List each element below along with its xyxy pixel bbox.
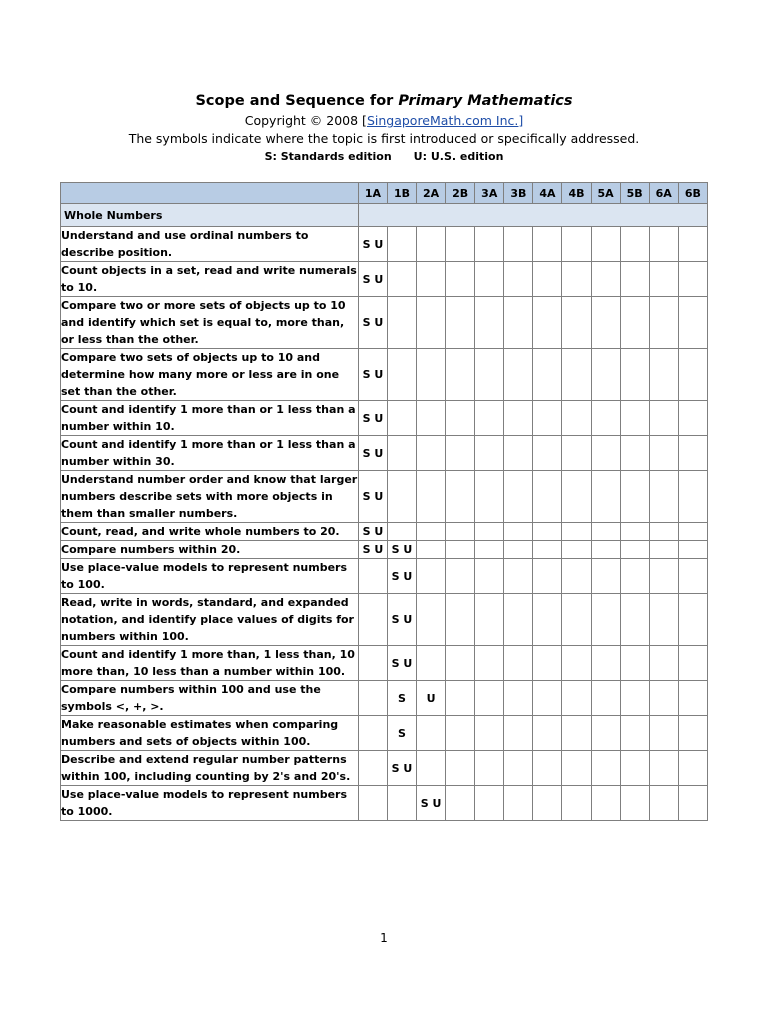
topic-cell: Count and identify 1 more than, 1 less than, 10 more than, 10 less than a number within 100. [61, 646, 359, 681]
edition-mark-cell [620, 646, 649, 681]
edition-mark-cell [358, 786, 387, 821]
edition-mark-cell [678, 751, 707, 786]
scope-sequence-table [60, 182, 708, 821]
edition-mark-cell [446, 681, 475, 716]
edition-mark-cell [446, 262, 475, 297]
singaporemath-link[interactable]: SingaporeMath.com Inc.] [366, 113, 524, 128]
edition-mark-cell [678, 681, 707, 716]
edition-mark-cell [446, 297, 475, 349]
table-row [61, 716, 708, 751]
edition-mark-cell [358, 681, 387, 716]
edition-mark-cell [475, 297, 504, 349]
title-prefix: Scope and Sequence for [195, 93, 399, 109]
edition-mark-cell [504, 541, 533, 559]
edition-mark-cell [387, 227, 416, 262]
edition-mark-cell [620, 541, 649, 559]
edition-mark-cell: S U [358, 297, 387, 349]
edition-mark-cell [358, 594, 387, 646]
edition-mark-cell [533, 716, 562, 751]
table-row [61, 349, 708, 401]
edition-mark-cell [387, 786, 416, 821]
edition-mark-cell [591, 297, 620, 349]
edition-mark-cell [533, 349, 562, 401]
topic-cell: Describe and extend regular number patterns within 100, including counting by 2's and 20's. [61, 751, 359, 786]
table-row [61, 751, 708, 786]
edition-mark-cell [678, 559, 707, 594]
edition-mark-cell: S U [358, 471, 387, 523]
edition-mark-cell [620, 436, 649, 471]
edition-mark-cell [591, 716, 620, 751]
edition-mark-cell [387, 436, 416, 471]
edition-mark-cell [446, 751, 475, 786]
edition-mark-cell [504, 594, 533, 646]
edition-mark-cell [620, 471, 649, 523]
copyright-text: Copyright © 2008 [ [244, 113, 367, 128]
edition-mark-cell [446, 716, 475, 751]
page-number: 1 [380, 931, 388, 945]
column-header: 3A [475, 183, 504, 204]
edition-mark-cell: S U [387, 559, 416, 594]
topic-cell: Count and identify 1 more than or 1 less than a number within 10. [61, 401, 359, 436]
edition-mark-cell: S U [358, 227, 387, 262]
edition-mark-cell [475, 751, 504, 786]
edition-mark-cell [649, 227, 678, 262]
edition-mark-cell [620, 559, 649, 594]
edition-mark-cell [678, 716, 707, 751]
edition-mark-cell [475, 401, 504, 436]
edition-mark-cell [504, 471, 533, 523]
edition-mark-cell [678, 541, 707, 559]
column-header: 2A [417, 183, 446, 204]
edition-mark-cell [533, 297, 562, 349]
edition-mark-cell [446, 559, 475, 594]
edition-mark-cell [475, 716, 504, 751]
edition-mark-cell: S U [358, 523, 387, 541]
table-row [61, 786, 708, 821]
topic-cell: Compare two or more sets of objects up to 10 and identify which set is equal to, more than, or less than the other. [61, 297, 359, 349]
edition-mark-cell [591, 401, 620, 436]
topic-column-header [61, 183, 359, 204]
edition-mark-cell [591, 786, 620, 821]
topic-cell: Count and identify 1 more than or 1 less than a number within 30. [61, 436, 359, 471]
edition-mark-cell [475, 541, 504, 559]
edition-mark-cell [533, 541, 562, 559]
edition-mark-cell [678, 523, 707, 541]
topic-cell: Compare two sets of objects up to 10 and determine how many more or less are in one set than the other. [61, 349, 359, 401]
edition-mark-cell [475, 646, 504, 681]
edition-mark-cell [533, 786, 562, 821]
edition-mark-cell [387, 349, 416, 401]
edition-mark-cell [678, 646, 707, 681]
legend-us: U: U.S. edition [413, 150, 504, 163]
section-label: Whole Numbers [61, 204, 359, 227]
edition-mark-cell [475, 681, 504, 716]
edition-mark-cell [358, 559, 387, 594]
edition-mark-cell [358, 716, 387, 751]
column-header: 1B [387, 183, 416, 204]
edition-mark-cell [649, 401, 678, 436]
topic-cell: Compare numbers within 20. [61, 541, 359, 559]
edition-mark-cell [475, 559, 504, 594]
edition-mark-cell [533, 523, 562, 541]
edition-mark-cell [417, 594, 446, 646]
edition-mark-cell: S U [387, 751, 416, 786]
edition-mark-cell [562, 751, 591, 786]
edition-mark-cell [446, 349, 475, 401]
column-header: 5A [591, 183, 620, 204]
edition-mark-cell [591, 751, 620, 786]
edition-mark-cell [678, 401, 707, 436]
column-header: 2B [446, 183, 475, 204]
symbols-description: The symbols indicate where the topic is first introduced or specifically addressed. [128, 131, 640, 146]
edition-mark-cell: S U [358, 401, 387, 436]
edition-mark-cell [562, 297, 591, 349]
topic-cell: Count, read, and write whole numbers to 20. [61, 523, 359, 541]
edition-mark-cell [562, 594, 591, 646]
edition-mark-cell [446, 401, 475, 436]
table-row [61, 401, 708, 436]
edition-mark-cell [533, 594, 562, 646]
edition-mark-cell [591, 541, 620, 559]
edition-mark-cell [358, 646, 387, 681]
edition-mark-cell [417, 297, 446, 349]
table-row [61, 646, 708, 681]
edition-mark-cell [649, 646, 678, 681]
edition-mark-cell [417, 646, 446, 681]
edition-mark-cell [504, 297, 533, 349]
edition-mark-cell [533, 436, 562, 471]
edition-mark-cell [591, 349, 620, 401]
edition-mark-cell [562, 716, 591, 751]
legend-standards: S: Standards edition [264, 150, 392, 163]
edition-mark-cell [475, 786, 504, 821]
edition-mark-cell: S U [387, 541, 416, 559]
edition-mark-cell [620, 349, 649, 401]
topic-cell: Understand and use ordinal numbers to describe position. [61, 227, 359, 262]
edition-mark-cell [591, 559, 620, 594]
edition-mark-cell [562, 559, 591, 594]
edition-mark-cell [533, 646, 562, 681]
edition-mark-cell [620, 523, 649, 541]
edition-mark-cell [678, 436, 707, 471]
column-header: 4B [562, 183, 591, 204]
edition-mark-cell [475, 594, 504, 646]
edition-mark-cell [562, 646, 591, 681]
column-header: 6A [649, 183, 678, 204]
edition-mark-cell [533, 471, 562, 523]
edition-mark-cell [620, 297, 649, 349]
edition-mark-cell: S U [387, 594, 416, 646]
edition-mark-cell [358, 751, 387, 786]
topic-cell: Use place-value models to represent numbers to 1000. [61, 786, 359, 821]
topic-cell: Read, write in words, standard, and expanded notation, and identify place values of digits for numbers within 100. [61, 594, 359, 646]
edition-mark-cell [649, 716, 678, 751]
edition-mark-cell [562, 541, 591, 559]
column-header: 3B [504, 183, 533, 204]
edition-mark-cell [504, 751, 533, 786]
edition-mark-cell [649, 751, 678, 786]
edition-mark-cell [504, 559, 533, 594]
table-row [61, 559, 708, 594]
edition-mark-cell: S [387, 681, 416, 716]
edition-mark-cell [649, 786, 678, 821]
edition-mark-cell [678, 786, 707, 821]
edition-mark-cell [591, 436, 620, 471]
edition-mark-cell [678, 594, 707, 646]
table-row [61, 297, 708, 349]
edition-mark-cell [678, 471, 707, 523]
edition-mark-cell [562, 349, 591, 401]
edition-mark-cell [562, 523, 591, 541]
edition-mark-cell [417, 227, 446, 262]
edition-mark-cell [620, 716, 649, 751]
table-row [61, 594, 708, 646]
edition-mark-cell [591, 262, 620, 297]
edition-mark-cell [562, 401, 591, 436]
edition-mark-cell: S U [358, 262, 387, 297]
edition-mark-cell [562, 262, 591, 297]
edition-mark-cell [533, 401, 562, 436]
edition-mark-cell [417, 559, 446, 594]
table-row [61, 523, 708, 541]
edition-mark-cell [562, 227, 591, 262]
edition-mark-cell [678, 349, 707, 401]
edition-mark-cell [475, 227, 504, 262]
edition-mark-cell [417, 751, 446, 786]
edition-mark-cell [446, 227, 475, 262]
topic-cell: Use place-value models to represent numbers to 100. [61, 559, 359, 594]
edition-mark-cell [504, 716, 533, 751]
edition-mark-cell [504, 349, 533, 401]
edition-mark-cell [417, 716, 446, 751]
edition-mark-cell [504, 681, 533, 716]
edition-mark-cell [620, 786, 649, 821]
edition-mark-cell [504, 786, 533, 821]
edition-mark-cell [649, 349, 678, 401]
edition-mark-cell [504, 227, 533, 262]
table-row [61, 681, 708, 716]
edition-mark-cell [591, 681, 620, 716]
edition-mark-cell [649, 523, 678, 541]
edition-mark-cell [533, 681, 562, 716]
edition-mark-cell [417, 436, 446, 471]
edition-mark-cell [533, 559, 562, 594]
edition-mark-cell [475, 262, 504, 297]
edition-mark-cell [678, 227, 707, 262]
edition-mark-cell [591, 523, 620, 541]
table-row [61, 227, 708, 262]
copyright-line [0, 112, 768, 130]
edition-mark-cell [504, 436, 533, 471]
edition-mark-cell [591, 594, 620, 646]
edition-mark-cell: S U [417, 786, 446, 821]
table-row [61, 541, 708, 559]
edition-mark-cell [562, 436, 591, 471]
edition-mark-cell [417, 471, 446, 523]
edition-mark-cell: U [417, 681, 446, 716]
edition-mark-cell [446, 541, 475, 559]
edition-mark-cell [417, 262, 446, 297]
topic-cell: Understand number order and know that larger numbers describe sets with more objects in them than smaller numbers. [61, 471, 359, 523]
edition-mark-cell: S U [387, 646, 416, 681]
edition-mark-cell [387, 401, 416, 436]
edition-mark-cell [446, 436, 475, 471]
section-row [61, 204, 708, 227]
column-header: 6B [678, 183, 707, 204]
topic-cell: Count objects in a set, read and write numerals to 10. [61, 262, 359, 297]
edition-mark-cell [562, 681, 591, 716]
edition-mark-cell [678, 297, 707, 349]
edition-mark-cell [533, 227, 562, 262]
edition-mark-cell [562, 471, 591, 523]
edition-mark-cell [504, 646, 533, 681]
column-header: 4A [533, 183, 562, 204]
edition-mark-cell [620, 401, 649, 436]
edition-mark-cell [620, 751, 649, 786]
edition-mark-cell [504, 523, 533, 541]
edition-mark-cell [446, 786, 475, 821]
edition-mark-cell [620, 227, 649, 262]
edition-legend [0, 148, 768, 166]
edition-mark-cell [504, 262, 533, 297]
table-row [61, 436, 708, 471]
edition-mark-cell [591, 227, 620, 262]
edition-mark-cell [678, 262, 707, 297]
edition-mark-cell: S U [358, 436, 387, 471]
edition-mark-cell [504, 401, 533, 436]
edition-mark-cell [620, 681, 649, 716]
edition-mark-cell [620, 262, 649, 297]
column-header-row [61, 183, 708, 204]
section-fill [358, 204, 707, 227]
edition-mark-cell [649, 297, 678, 349]
edition-mark-cell [649, 436, 678, 471]
edition-mark-cell [417, 523, 446, 541]
edition-mark-cell [387, 262, 416, 297]
edition-mark-cell [417, 541, 446, 559]
edition-mark-cell [475, 471, 504, 523]
edition-mark-cell [475, 523, 504, 541]
edition-mark-cell [649, 262, 678, 297]
edition-mark-cell [620, 594, 649, 646]
edition-mark-cell [649, 594, 678, 646]
edition-mark-cell [562, 786, 591, 821]
edition-mark-cell: S U [358, 349, 387, 401]
edition-mark-cell [591, 646, 620, 681]
edition-mark-cell [387, 297, 416, 349]
edition-mark-cell [533, 751, 562, 786]
topic-cell: Compare numbers within 100 and use the symbols <, +, >. [61, 681, 359, 716]
edition-mark-cell [475, 349, 504, 401]
document-title [0, 90, 768, 112]
edition-mark-cell: S [387, 716, 416, 751]
edition-mark-cell [387, 471, 416, 523]
edition-mark-cell: S U [358, 541, 387, 559]
edition-mark-cell [446, 646, 475, 681]
column-header: 1A [358, 183, 387, 204]
edition-mark-cell [649, 681, 678, 716]
table-row [61, 471, 708, 523]
edition-mark-cell [417, 349, 446, 401]
edition-mark-cell [591, 471, 620, 523]
edition-mark-cell [649, 471, 678, 523]
edition-mark-cell [475, 436, 504, 471]
edition-mark-cell [446, 471, 475, 523]
edition-mark-cell [649, 541, 678, 559]
edition-mark-cell [446, 594, 475, 646]
column-header: 5B [620, 183, 649, 204]
title-emphasis: Primary Mathematics [398, 93, 573, 109]
table-row [61, 262, 708, 297]
edition-mark-cell [649, 559, 678, 594]
edition-mark-cell [533, 262, 562, 297]
edition-mark-cell [417, 401, 446, 436]
edition-mark-cell [446, 523, 475, 541]
topic-cell: Make reasonable estimates when comparing numbers and sets of objects within 100. [61, 716, 359, 751]
edition-mark-cell [387, 523, 416, 541]
document-header [0, 90, 768, 166]
